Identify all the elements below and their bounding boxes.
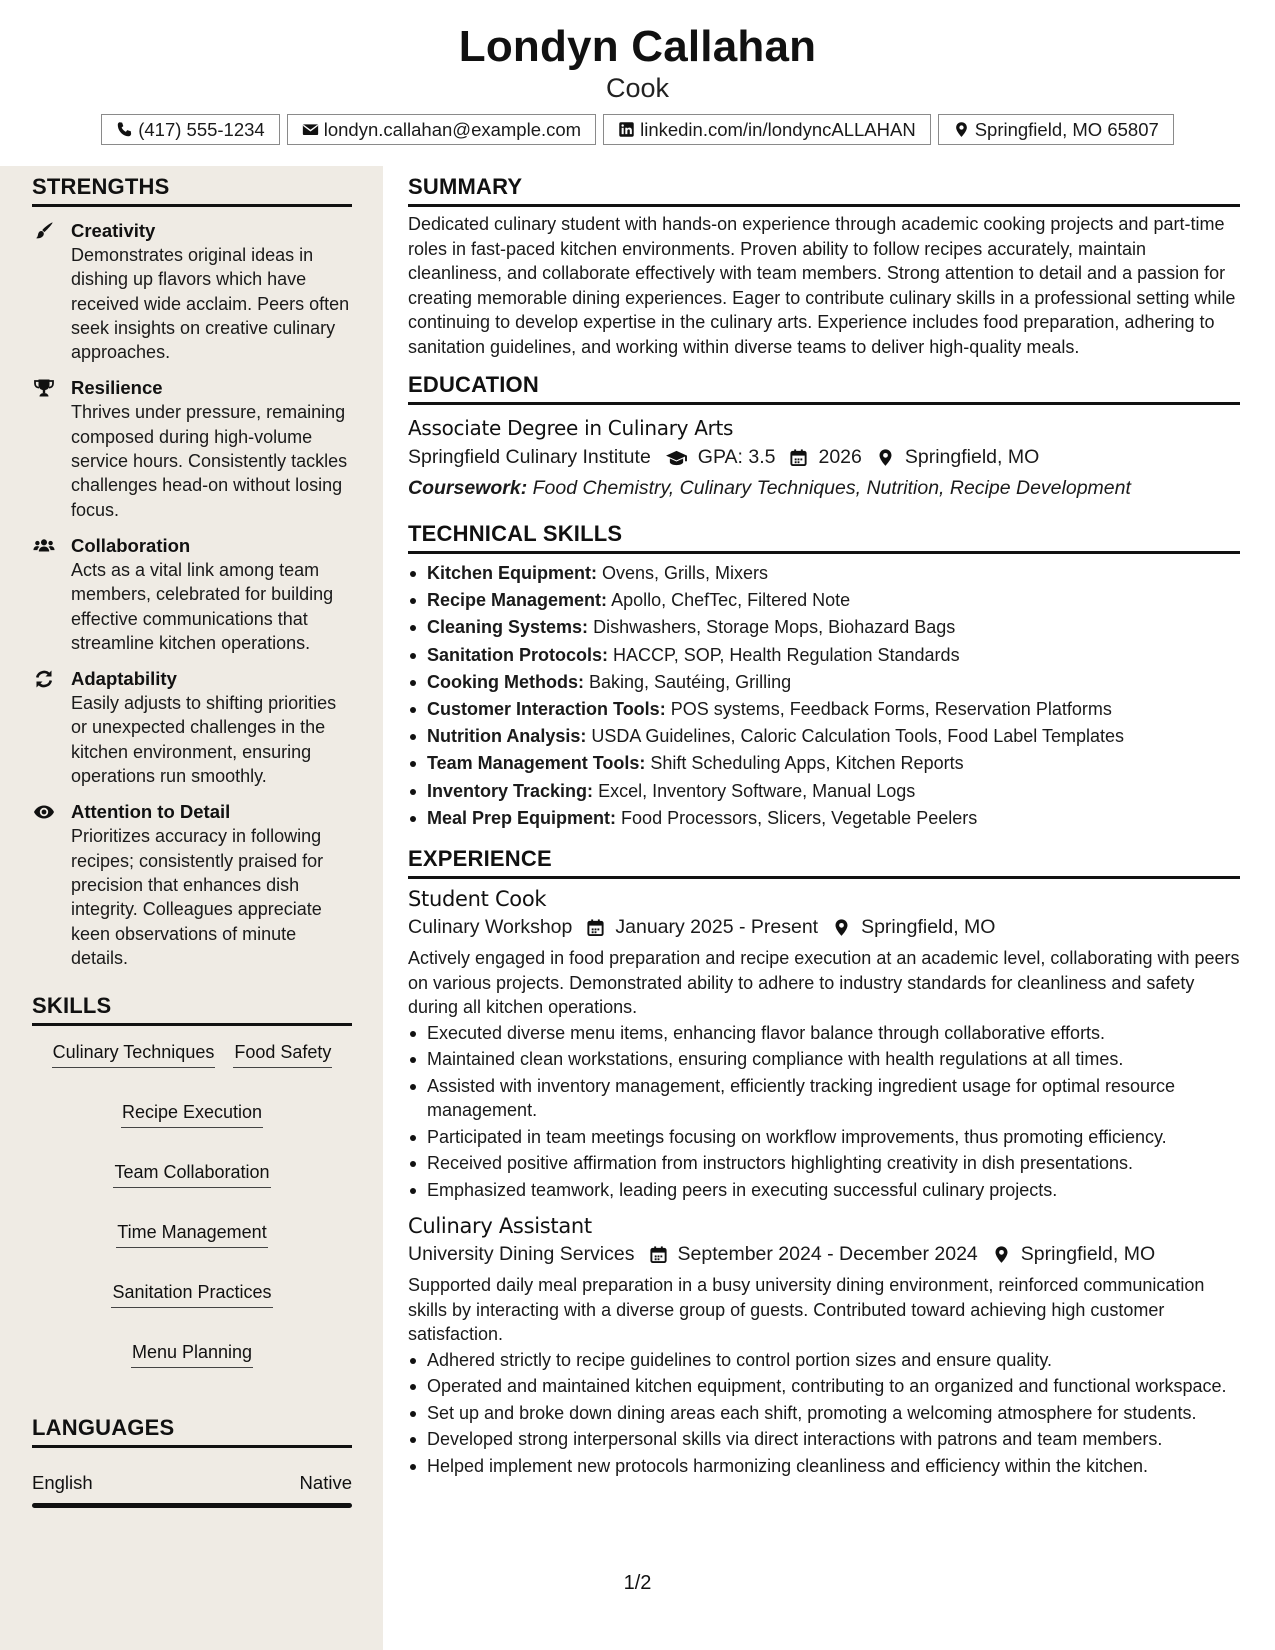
grad-year: 2026 [789,446,861,469]
map-pin-icon [953,121,970,138]
contact-location[interactable] [938,114,1174,145]
job-org: University Dining Services [408,1243,635,1266]
experience-heading: EXPERIENCE [408,846,1240,879]
tech-skills-heading: TECHNICAL SKILLS [408,521,1240,554]
job-summary: Actively engaged in food preparation and recipe execution at an academic level, collaborating with peers on various projects. Demonstrated ability to adhere to industry standards for cleanliness and safety during all kitchen operations. [408,948,1240,1018]
strength-desc: Prioritizes accuracy in following recipes; consistently praised for precision that enhances dish integrity. Colleagues appreciate keen observations of minute details. [71,826,324,968]
resume-header [0,0,1275,166]
skill-chip: Recipe Execution [121,1100,263,1128]
job-bullet: Participated in team meetings focusing on workflow improvements, thus promoting efficiency. [408,1125,1240,1150]
skill-chip: Sanitation Practices [111,1280,272,1308]
map-pin-icon [992,1245,1011,1264]
strength-item [32,219,352,364]
tech-skill-item: Sanitation Protocols: HACCP, SOP, Health Regulation Standards [408,642,1240,669]
job-bullets [408,1348,1240,1479]
coursework-label: Coursework: [408,477,528,499]
strength-desc: Easily adjusts to shifting priorities or unexpected challenges in the kitchen environment, ensuring operations run smoothly. [71,693,337,787]
contact-row [0,114,1275,145]
language-level-bar [32,1503,352,1508]
job-bullet: Maintained clean workstations, ensuring compliance with health regulations at all times. [408,1047,1240,1072]
education-meta [408,446,1240,469]
job-bullets [408,1021,1240,1203]
languages-heading: LANGUAGES [32,1415,352,1448]
strength-item [32,667,352,788]
linkedin-text: linkedin.com/in/londyncALLAHAN [640,118,916,140]
job-bullet: Emphasized teamwork, leading peers in executing successful culinary projects. [408,1178,1240,1203]
strength-title: Creativity [71,220,156,241]
calendar-icon [586,918,605,937]
job-bullet: Received positive affirmation from instructors highlighting creativity in dish presentations. [408,1151,1240,1176]
job-org: Culinary Workshop [408,916,573,939]
job-dates: September 2024 - December 2024 [649,1243,978,1266]
job-bullet: Executed diverse menu items, enhancing flavor balance through collaborative efforts. [408,1021,1240,1046]
skill-chip: Menu Planning [131,1340,253,1368]
strength-title: Adaptability [71,668,177,690]
job-location: Springfield, MO [832,916,995,939]
strength-item [32,534,352,655]
skills-heading: SKILLS [32,993,352,1026]
contact-linkedin[interactable] [603,114,931,145]
language-level: Native [299,1472,352,1494]
strength-title: Collaboration [71,534,191,556]
email-text: londyn.callahan@example.com [323,118,582,140]
tech-skill-item: Recipe Management: Apollo, ChefTec, Filtered Note [408,587,1240,614]
main-content [408,166,1240,1478]
job-entry [408,887,1240,1202]
language-name: English [32,1472,93,1494]
contact-phone[interactable] [101,114,280,145]
gpa: GPA: 3.5 [665,446,776,469]
strength-item [32,376,352,521]
job-dates: January 2025 - Present [586,916,818,939]
tech-skill-item: Cleaning Systems: Dishwashers, Storage Mops, Biohazard Bags [408,614,1240,641]
summary-text: Dedicated culinary student with hands-on experience through academic cooking projects and part-time roles in fast-paced kitchen environments. Proven ability to follow recipes accurately, maintain cleanliness, and collaborate effectively with team members. Strong attention to detail and a passion for creating memorable dining experiences. Eager to contribute culinary skills in a professional setting while continuing to develop expertise in the culinary arts. Experience includes food preparation, adhering to sanitation guidelines, and working within diverse teams to deliver high-quality meals. [408,214,1236,357]
job-bullet: Set up and broke down dining areas each shift, promoting a welcoming atmosphere for students. [408,1401,1240,1426]
job-title: Culinary Assistant [408,1214,592,1239]
trophy-icon [32,378,56,400]
tech-skill-item: Cooking Methods: Baking, Sautéing, Grilling [408,669,1240,696]
job-title: Student Cook [408,887,547,912]
strength-title: Resilience [71,377,163,399]
language-row [32,1472,352,1494]
tech-skill-item: Meal Prep Equipment: Food Processors, Slicers, Vegetable Peelers [408,805,1240,832]
strength-desc: Thrives under pressure, remaining composed during high-volume service hours. Consistently tackles challenges head-on without losing focus. [71,402,348,520]
sidebar [0,166,383,1650]
job-bullet: Assisted with inventory management, efficiently tracking ingredient usage for optimal resource management. [408,1074,1240,1123]
tech-skill-item: Inventory Tracking: Excel, Inventory Software, Manual Logs [408,778,1240,805]
tech-skill-item: Nutrition Analysis: USDA Guidelines, Caloric Calculation Tools, Food Label Templates [408,723,1240,750]
contact-email[interactable] [287,114,596,145]
skills-list [32,1040,352,1368]
skill-chip: Time Management [116,1220,267,1248]
skill-chip: Team Collaboration [113,1160,270,1188]
users-icon [32,536,56,558]
paintbrush-icon [32,221,56,243]
calendar-icon [789,448,808,467]
school-name: Springfield Culinary Institute [408,446,651,468]
map-pin-icon [832,918,851,937]
refresh-icon [32,669,56,691]
summary-heading: SUMMARY [408,174,1240,207]
graduation-cap-icon [665,448,688,467]
phone-icon [116,121,133,138]
job-meta [408,916,1240,939]
location-text: Springfield, MO 65807 [974,118,1159,140]
job-summary: Supported daily meal preparation in a busy university dining environment, reinforced communication skills by interacting with a diverse group of guests. Contributed toward achieving high customer satisfaction. [408,1275,1205,1345]
page-number: 1/2 [623,1572,652,1594]
eye-icon [32,802,56,824]
tech-skill-item: Team Management Tools: Shift Scheduling Apps, Kitchen Reports [408,750,1240,777]
skill-chip: Food Safety [233,1040,332,1068]
job-meta [408,1243,1240,1266]
strength-title: Attention to Detail [71,801,231,823]
strength-desc: Acts as a vital link among team members, celebrated for building effective communications that streamline kitchen operations. [71,559,334,653]
education-heading: EDUCATION [408,372,1240,405]
job-entry [408,1214,1240,1478]
job-bullet: Operated and maintained kitchen equipment, contributing to an organized and functional workspace. [408,1374,1240,1399]
job-bullet: Adhered strictly to recipe guidelines to control portion sizes and ensure quality. [408,1348,1240,1373]
coursework-text: Food Chemistry, Culinary Techniques, Nutrition, Recipe Development [532,477,1131,499]
strengths-heading: STRENGTHS [32,174,352,207]
edu-location: Springfield, MO [876,446,1039,469]
envelope-icon [302,121,319,138]
candidate-role: Cook [605,73,670,103]
skill-chip: Culinary Techniques [52,1040,216,1068]
map-pin-icon [876,448,895,467]
job-bullet: Helped implement new protocols harmonizing cleanliness and efficiency within the kitchen. [408,1454,1240,1479]
linkedin-icon [618,121,635,138]
strength-item [32,800,352,970]
tech-skill-item: Kitchen Equipment: Ovens, Grills, Mixers [408,560,1240,587]
candidate-name: Londyn Callahan [458,22,817,71]
calendar-icon [649,1245,668,1264]
degree-title: Associate Degree in Culinary Arts [408,416,734,440]
tech-skill-item: Customer Interaction Tools: POS systems, Feedback Forms, Reservation Platforms [408,696,1240,723]
strength-desc: Demonstrates original ideas in dishing up flavors which have received wide acclaim. Peers often seek insights on creative culinary approaches. [71,245,350,363]
job-bullet: Developed strong interpersonal skills via direct interactions with patrons and team members. [408,1427,1240,1452]
job-location: Springfield, MO [992,1243,1155,1266]
phone-text: (417) 555-1234 [138,118,265,140]
tech-skills-list [408,560,1240,832]
coursework [408,477,1240,500]
